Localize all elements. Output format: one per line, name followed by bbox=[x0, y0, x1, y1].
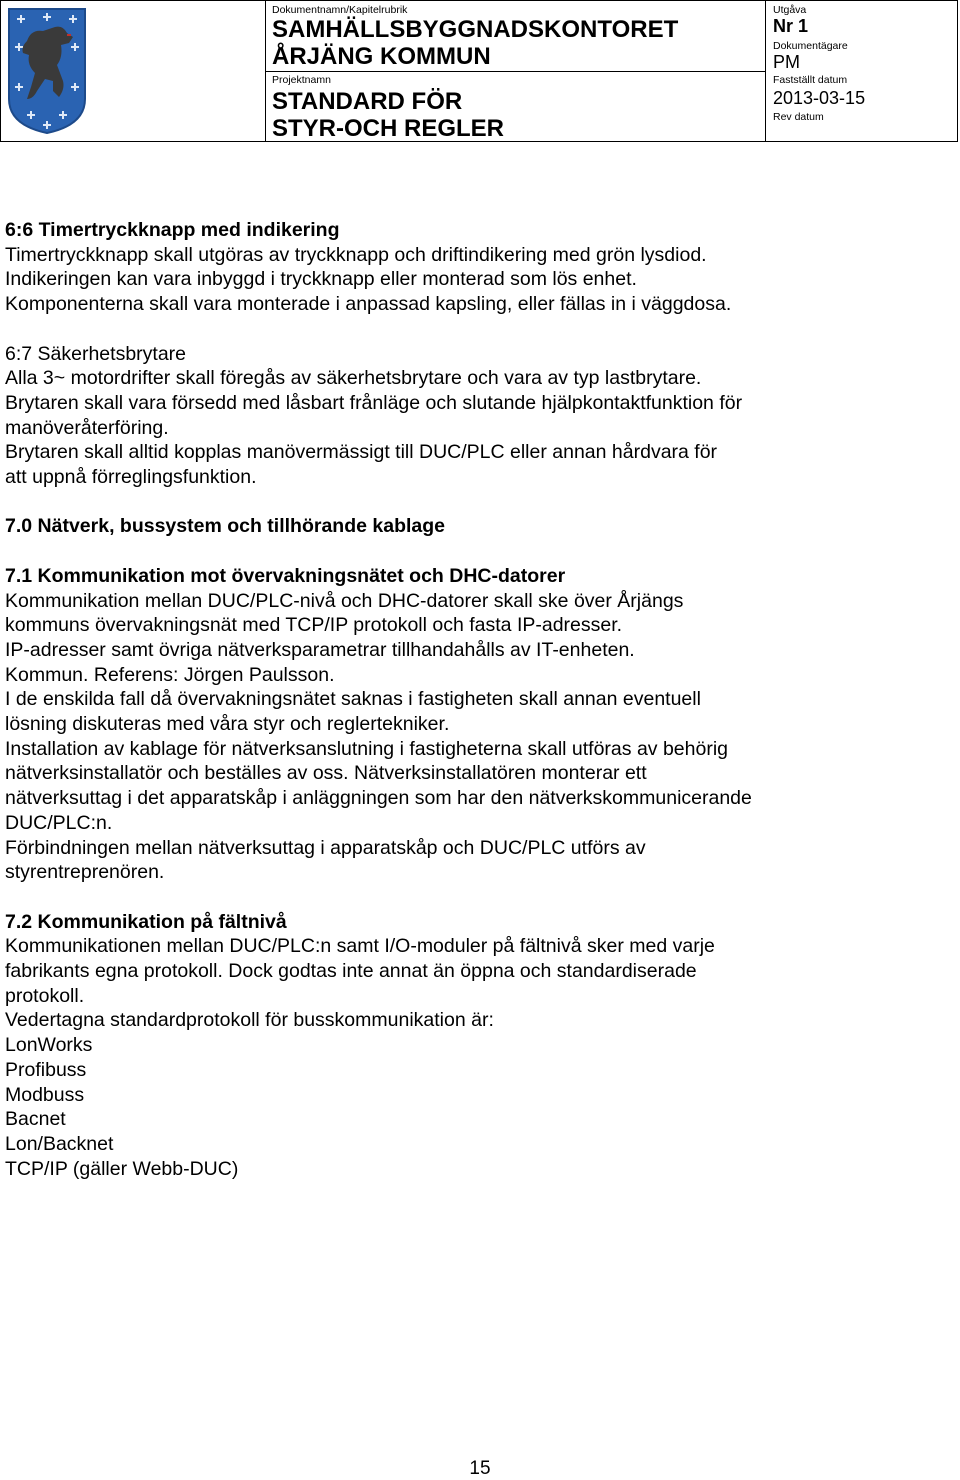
paragraph-line: DUC/PLC:n. bbox=[5, 811, 113, 834]
paragraph-line: Kommun. Referens: Jörgen Paulsson. bbox=[5, 663, 335, 686]
paragraph-line: Kommunikationen mellan DUC/PLC:n samt I/O-moduler på fältnivå sker med varje bbox=[5, 935, 715, 958]
paragraph-line: Brytaren skall vara försedd med låsbart frånläge och slutande hjälpkontaktfunktion för bbox=[5, 391, 743, 414]
paragraph-line: Alla 3~ motordrifter skall föregås av säkerhetsbrytare och vara av typ lastbrytare. bbox=[5, 367, 702, 390]
paragraph-line: Timertryckknapp skall utgöras av tryckknapp och driftindikering med grön lysdiod. bbox=[5, 243, 707, 266]
paragraph-line: fabrikants egna protokoll. Dock godtas inte annat än öppna och standardiserade bbox=[5, 960, 697, 983]
paragraph-line: kommuns övervakningsnät med TCP/IP protokoll och fasta IP-adresser. bbox=[5, 614, 623, 637]
document-header bbox=[0, 0, 958, 142]
protocol-list-item: LonWorks bbox=[5, 1034, 93, 1057]
header-divider bbox=[765, 1, 766, 141]
paragraph-line: Installation av kablage för nätverksanslutning i fastigheterna skall utföras av behörig bbox=[5, 737, 729, 760]
document-body bbox=[5, 218, 945, 1181]
edition-label: Utgåva bbox=[773, 4, 807, 16]
protocol-list-item: Lon/Backnet bbox=[5, 1132, 114, 1155]
revision-date-label: Rev datum bbox=[773, 111, 824, 123]
paragraph-line: Kommunikation mellan DUC/PLC-nivå och DHC-datorer skall ske över Årjängs bbox=[5, 589, 684, 612]
protocol-list-item: Modbuss bbox=[5, 1083, 85, 1106]
paragraph-line: nätverksinstallatör och beställes av oss. Nätverksinstallatören monterar ett bbox=[5, 762, 647, 785]
bear-shield-icon bbox=[7, 7, 87, 135]
edition-value: Nr 1 bbox=[773, 16, 809, 36]
owner-label: Dokumentägare bbox=[773, 40, 848, 52]
paragraph-line: I de enskilda fall då övervakningsnätet saknas i fastigheten skall annan eventuell bbox=[5, 688, 701, 711]
paragraph-line: nätverksuttag i det apparatskåp i anläggningen som har den nätverkskommunicerande bbox=[5, 787, 752, 810]
paragraph-line: styrentreprenören. bbox=[5, 861, 165, 884]
paragraph-line: manöveråterföring. bbox=[5, 416, 169, 439]
paragraph-line: Brytaren skall alltid kopplas manövermässigt till DUC/PLC eller annan hårdvara för bbox=[5, 441, 718, 464]
protocol-list-item: Profibuss bbox=[5, 1058, 87, 1081]
owner-value: PM bbox=[773, 52, 800, 72]
section-heading: 6:6 Timertryckknapp med indikering bbox=[5, 219, 340, 241]
project-name-line2: STYR-OCH REGLER bbox=[272, 115, 505, 142]
paragraph-line: lösning diskuteras med våra styr och reglertekniker. bbox=[5, 713, 450, 736]
paragraph-line: Komponenterna skall vara monterade i anpassad kapsling, eller fällas in i väggdosa. bbox=[5, 293, 732, 316]
municipality-name: ÅRJÄNG KOMMUN bbox=[272, 43, 491, 70]
protocol-list-item: TCP/IP (gäller Webb-DUC) bbox=[5, 1157, 239, 1180]
organization-name: SAMHÄLLSBYGGNADSKONTORET bbox=[272, 16, 679, 43]
project-name-line1: STANDARD FÖR bbox=[272, 88, 463, 115]
header-divider bbox=[265, 71, 765, 72]
section-heading: 7.0 Nätverk, bussystem och tillhörande kablage bbox=[5, 515, 445, 538]
paragraph-line: att uppnå förreglingsfunktion. bbox=[5, 466, 257, 489]
page-number: 15 bbox=[469, 1458, 491, 1479]
paragraph-line: protokoll. bbox=[5, 984, 85, 1007]
coat-of-arms-logo bbox=[7, 7, 87, 135]
section-heading: 7.1 Kommunikation mot övervakningsnätet och DHC-datorer bbox=[5, 564, 566, 587]
paragraph-line: Vedertagna standardprotokoll för busskommunikation är: bbox=[5, 1009, 494, 1032]
paragraph-line: Förbindningen mellan nätverksuttag i apparatskåp och DUC/PLC utförs av bbox=[5, 836, 646, 859]
established-date-value: 2013-03-15 bbox=[773, 88, 866, 108]
section-heading: 7.2 Kommunikation på fältnivå bbox=[5, 910, 287, 933]
section-heading: 6:7 Säkerhetsbrytare bbox=[5, 342, 187, 365]
protocol-list-item: Bacnet bbox=[5, 1108, 66, 1131]
paragraph-line: IP-adresser samt övriga nätverksparametrar tillhandahålls av IT-enheten. bbox=[5, 638, 635, 661]
established-date-label: Fastställt datum bbox=[773, 74, 848, 86]
project-label: Projektnamn bbox=[272, 74, 331, 86]
paragraph-line: Indikeringen kan vara inbyggd i tryckknapp eller monterad som lös enhet. bbox=[5, 268, 637, 291]
doc-name-label: Dokumentnamn/Kapitelrubrik bbox=[272, 4, 408, 16]
